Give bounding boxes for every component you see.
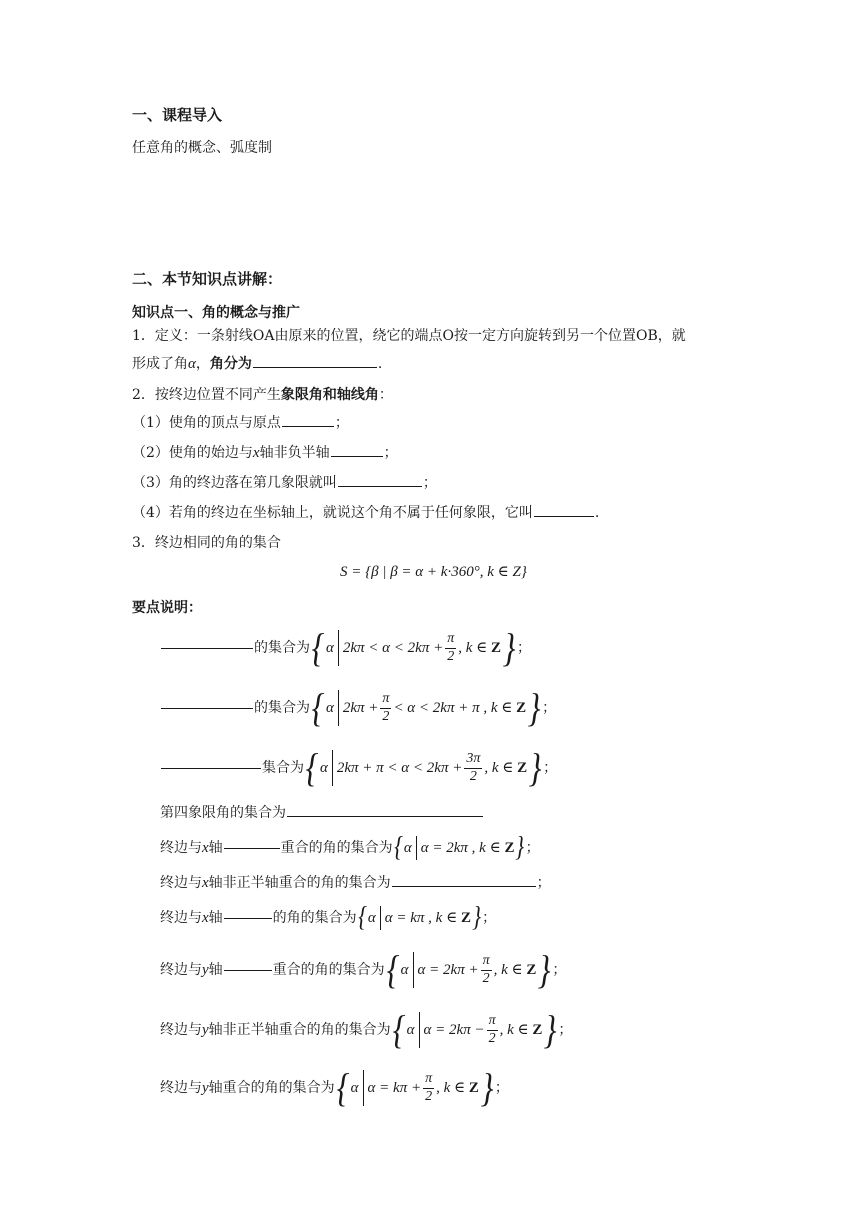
row-text-b: 轴 bbox=[208, 910, 223, 926]
integers-symbol: Z bbox=[468, 1079, 479, 1096]
item-2-end: ： bbox=[378, 387, 393, 403]
formula-same-terminal-set: S = {β | β = α + k·360°, k ∈ Z} bbox=[340, 564, 527, 580]
row-text-c: 重合的角的集合为 bbox=[272, 962, 385, 978]
numerator: π bbox=[445, 631, 456, 648]
set-condition: α = kπ , k ∈ bbox=[384, 909, 458, 926]
integers-symbol: Z bbox=[516, 699, 527, 716]
point-4 bbox=[132, 506, 599, 520]
integers-symbol: Z bbox=[504, 839, 515, 856]
row-text: 终边与 bbox=[160, 875, 202, 891]
period: . bbox=[377, 356, 383, 372]
row-text: 终边与 bbox=[160, 910, 202, 926]
right-brace: } bbox=[480, 1065, 494, 1110]
integers-symbol: Z bbox=[532, 1021, 543, 1038]
fraction bbox=[423, 1071, 434, 1104]
integers-symbol: Z bbox=[526, 961, 537, 978]
denominator: 2 bbox=[382, 708, 390, 724]
row-end: ； bbox=[536, 875, 551, 891]
left-brace: { bbox=[357, 902, 367, 933]
set-bar bbox=[416, 836, 417, 860]
row-text-b: 轴重合的角的集合为 bbox=[208, 1080, 335, 1096]
set-var: α bbox=[326, 699, 334, 716]
row-y-axis-nonneg bbox=[160, 947, 567, 992]
set-expression bbox=[357, 904, 482, 932]
integers-symbol: Z bbox=[460, 909, 471, 926]
blank-line bbox=[534, 515, 594, 517]
y-symbol: y bbox=[202, 1079, 209, 1096]
section-title-intro: 一、课程导入 bbox=[132, 106, 223, 124]
row-end: ； bbox=[482, 910, 497, 926]
set-expression bbox=[310, 685, 542, 730]
denominator: 2 bbox=[482, 970, 490, 986]
definition-text: 形成了角 bbox=[132, 356, 188, 372]
item-2-text: 2．按终边位置不同产生 bbox=[132, 387, 281, 403]
set-tail: , k ∈ bbox=[493, 961, 523, 978]
right-brace: } bbox=[502, 625, 516, 670]
right-brace: } bbox=[543, 1007, 557, 1052]
set-var: α bbox=[406, 1021, 415, 1038]
blank-line bbox=[282, 425, 334, 427]
row-text-b: 轴 bbox=[208, 840, 223, 856]
set-var: α bbox=[403, 839, 412, 856]
denominator: 2 bbox=[425, 1088, 433, 1104]
blank-line bbox=[392, 885, 536, 887]
set-expression bbox=[393, 834, 526, 862]
blank-line bbox=[161, 767, 261, 769]
right-brace: } bbox=[472, 902, 482, 933]
right-brace: } bbox=[527, 685, 541, 730]
blank-line bbox=[224, 969, 272, 971]
comma: ， bbox=[195, 356, 210, 372]
set-condition: α = kπ + bbox=[367, 1079, 422, 1096]
set-bar bbox=[380, 906, 381, 930]
set-var: α bbox=[350, 1079, 359, 1096]
x-symbol: x bbox=[202, 875, 209, 891]
row-text: 终边与 bbox=[160, 1022, 202, 1038]
x-symbol: x bbox=[202, 839, 209, 856]
set-var: α bbox=[320, 759, 328, 776]
set-expression bbox=[304, 745, 543, 790]
row-x-axis bbox=[160, 904, 496, 932]
left-brace: { bbox=[311, 625, 325, 670]
point-4-text: （4）若角的终边在坐标轴上，就说这个角不属于任何象限，它叫 bbox=[132, 505, 533, 521]
row-end: ； bbox=[542, 700, 557, 716]
set-bar bbox=[413, 952, 414, 988]
knowledge-point-1-title: 知识点一、角的概念与推广 bbox=[132, 305, 300, 321]
left-brace: { bbox=[392, 1007, 406, 1052]
set-tail: , k ∈ bbox=[499, 1021, 529, 1038]
right-brace: } bbox=[528, 745, 542, 790]
numerator: 3π bbox=[464, 751, 482, 768]
x-symbol: x bbox=[252, 445, 260, 461]
fraction bbox=[487, 1013, 498, 1046]
row-text-c: 的角的集合为 bbox=[272, 910, 357, 926]
integers-symbol: Z bbox=[517, 759, 528, 776]
numerator: π bbox=[487, 1013, 498, 1030]
y-symbol: y bbox=[202, 961, 209, 978]
point-1 bbox=[132, 416, 349, 430]
row-end: ； bbox=[517, 640, 532, 656]
row-text: 终边与 bbox=[160, 840, 202, 856]
set-expression bbox=[310, 625, 517, 670]
set-condition: 2kπ + π < α < 2kπ + bbox=[336, 759, 463, 776]
row-end: ； bbox=[552, 962, 567, 978]
item-2 bbox=[132, 388, 393, 402]
point-2-text: （2）使角的始边与 bbox=[132, 445, 253, 461]
section-title-knowledge: 二、本节知识点讲解： bbox=[132, 270, 283, 288]
numerator: π bbox=[380, 691, 391, 708]
point-2 bbox=[132, 446, 398, 461]
set-condition: α = 2kπ , k ∈ bbox=[420, 839, 501, 856]
definition-line-1: 1．定义：一条射线OA由原来的位置，绕它的端点O按一定方向旋转到另一个位置OB，就 bbox=[132, 328, 686, 344]
denominator: 2 bbox=[488, 1030, 496, 1046]
numerator: π bbox=[481, 953, 492, 970]
row-text: 的集合为 bbox=[254, 640, 310, 656]
point-1-text: （1）使角的顶点与原点 bbox=[132, 415, 281, 431]
item-2-bold: 象限角和轴线角 bbox=[280, 387, 379, 403]
y-symbol: y bbox=[202, 1021, 209, 1038]
left-brace: { bbox=[393, 832, 403, 863]
row-end: ； bbox=[558, 1022, 573, 1038]
set-var: α bbox=[326, 639, 334, 656]
row-y-axis bbox=[160, 1065, 509, 1110]
x-symbol: x bbox=[202, 909, 209, 926]
set-bar bbox=[419, 1012, 420, 1048]
row-text-b: 轴非正半轴重合的角的集合为 bbox=[208, 875, 391, 891]
row-text: 的集合为 bbox=[254, 700, 310, 716]
set-tail: , k ∈ bbox=[458, 639, 488, 656]
point-3 bbox=[132, 476, 437, 490]
blank-line bbox=[287, 815, 483, 817]
item-3: 3．终边相同的角的集合 bbox=[132, 535, 281, 551]
point-4-end: . bbox=[594, 505, 600, 521]
row-x-axis-nonpos bbox=[160, 876, 551, 891]
row-text-b: 轴 bbox=[208, 962, 223, 978]
point-3-text: （3）角的终边落在第几象限就叫 bbox=[132, 475, 337, 491]
set-var: α bbox=[400, 961, 409, 978]
set-expression bbox=[385, 947, 553, 992]
alpha-symbol: α bbox=[188, 356, 196, 372]
denominator: 2 bbox=[447, 648, 455, 664]
row-y-axis-nonpos bbox=[160, 1007, 573, 1052]
left-brace: { bbox=[305, 745, 319, 790]
set-var: α bbox=[367, 909, 376, 926]
set-bar bbox=[363, 1070, 364, 1106]
blank-line bbox=[161, 707, 253, 709]
blank-line bbox=[161, 647, 253, 649]
set-condition: α = 2kπ + bbox=[417, 961, 479, 978]
right-brace: } bbox=[515, 832, 525, 863]
intro-text: 任意角的概念、弧度制 bbox=[132, 140, 272, 156]
blank-line bbox=[338, 485, 422, 487]
set-tail: , k ∈ bbox=[484, 759, 514, 776]
point-1-end: ； bbox=[334, 415, 349, 431]
row-text: 终边与 bbox=[160, 962, 202, 978]
set-expression bbox=[335, 1065, 495, 1110]
set-bar bbox=[338, 690, 339, 726]
row-quadrant-3 bbox=[160, 745, 558, 790]
fraction bbox=[380, 691, 391, 724]
right-brace: } bbox=[537, 947, 551, 992]
denominator: 2 bbox=[469, 768, 477, 784]
row-x-axis-nonneg bbox=[160, 834, 540, 862]
fraction bbox=[464, 751, 482, 784]
row-text: 集合为 bbox=[262, 760, 304, 776]
blank-line bbox=[253, 366, 377, 368]
fraction bbox=[445, 631, 456, 664]
row-text-c: 重合的角的集合为 bbox=[280, 840, 393, 856]
numerator: π bbox=[423, 1071, 434, 1088]
row-end: ； bbox=[543, 760, 558, 776]
row-quadrant-4 bbox=[160, 806, 484, 820]
row-text: 第四象限角的集合为 bbox=[160, 805, 286, 821]
integers-symbol: Z bbox=[491, 639, 502, 656]
key-points-title: 要点说明： bbox=[132, 600, 202, 616]
row-text: 终边与 bbox=[160, 1080, 202, 1096]
blank-line bbox=[224, 917, 272, 919]
left-brace: { bbox=[386, 947, 400, 992]
row-end: ； bbox=[494, 1080, 509, 1096]
set-condition: 2kπ < α < 2kπ + bbox=[342, 639, 444, 656]
set-bar bbox=[332, 750, 333, 786]
row-text-b: 轴非正半轴重合的角的集合为 bbox=[208, 1022, 391, 1038]
point-3-end: ； bbox=[422, 475, 437, 491]
row-quadrant-1 bbox=[160, 625, 532, 670]
set-expression bbox=[391, 1007, 559, 1052]
row-quadrant-2 bbox=[160, 685, 557, 730]
set-condition: 2kπ + bbox=[342, 699, 379, 716]
set-condition-2: < α < 2kπ + π , k ∈ bbox=[393, 699, 513, 716]
set-bar bbox=[338, 630, 339, 666]
row-end: ； bbox=[525, 840, 540, 856]
blank-line bbox=[224, 847, 280, 849]
set-tail: , k ∈ bbox=[436, 1079, 466, 1096]
bold-angle-types: 角分为 bbox=[209, 356, 252, 372]
definition-line-2 bbox=[132, 357, 382, 372]
point-2-end: ； bbox=[383, 445, 398, 461]
left-brace: { bbox=[336, 1065, 350, 1110]
set-condition: α = 2kπ − bbox=[423, 1021, 485, 1038]
left-brace: { bbox=[311, 685, 325, 730]
blank-line bbox=[331, 455, 383, 457]
point-2-text-b: 轴非负半轴 bbox=[259, 445, 330, 461]
fraction bbox=[481, 953, 492, 986]
